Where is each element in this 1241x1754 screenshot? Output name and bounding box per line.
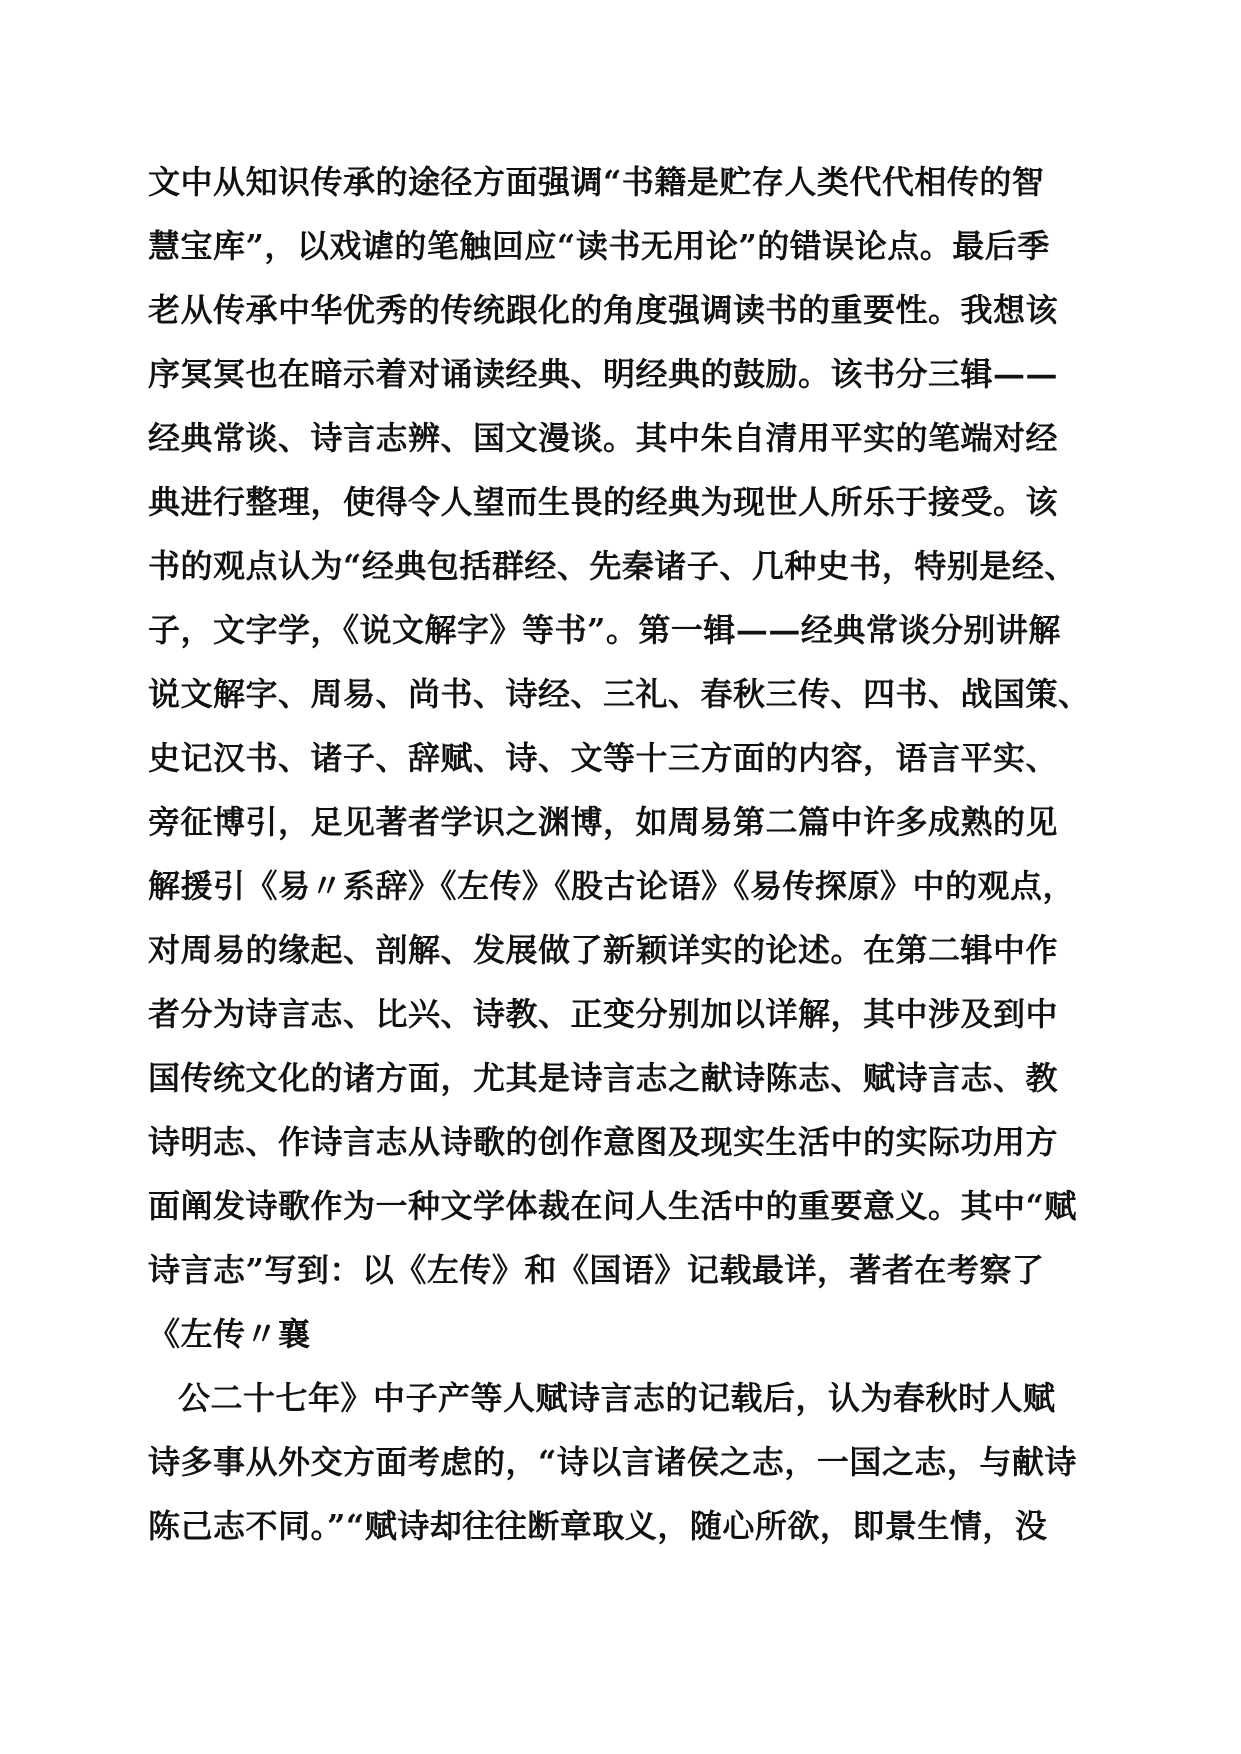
text-line-3: 老从传承中华优秀的传统跟化的角度强调读书的重要性。我想该: [148, 291, 1059, 329]
body-text: [148, 150, 1098, 1558]
text-line-22: 陈己志不同。”“赋诗却往往断章取义，随心所欲，即景生情，没: [148, 1507, 1048, 1545]
text-line-2: 慧宝库”，以戏谑的笔触回应“读书无用论”的错误论点。最后季: [148, 227, 1050, 265]
text-line-14: 者分为诗言志、比兴、诗教、正变分别加以详解，其中涉及到中: [148, 995, 1059, 1033]
text-line-16: 诗明志、作诗言志从诗歌的创作意图及现实生活中的实际功用方: [148, 1123, 1059, 1161]
text-line-17: 面阐发诗歌作为一种文学体裁在问人生活中的重要意义。其中“赋: [148, 1187, 1077, 1225]
text-line-12: 解援引《易〃系辞》《左传》《股古论语》《易传探原》中的观点，: [148, 867, 1076, 905]
text-line-20: 公二十七年》中子产等人赋诗言志的记载后，认为春秋时人赋: [178, 1379, 1056, 1417]
text-line-10: 史记汉书、诸子、辞赋、诗、文等十三方面的内容，语言平实、: [148, 739, 1059, 777]
text-line-13: 对周易的缘起、剖解、发展做了新颖详实的论述。在第二辑中作: [148, 931, 1059, 969]
text-line-6: 典进行整理，使得令人望而生畏的经典为现世人所乐于接受。该: [148, 483, 1059, 521]
text-line-5: 经典常谈、诗言志辨、国文漫谈。其中朱自清用平实的笔端对经: [148, 419, 1059, 457]
text-line-18: 诗言志”写到：以《左传》和《国语》记载最详，著者在考察了: [148, 1251, 1045, 1289]
text-line-21: 诗多事从外交方面考虑的，“诗以言诸侯之志，一国之志，与献诗: [148, 1443, 1077, 1481]
text-line-15: 国传统文化的诸方面，尤其是诗言志之献诗陈志、赋诗言志、教: [148, 1059, 1059, 1097]
text-line-7: 书的观点认为“经典包括群经、先秦诸子、几种史书，特别是经、: [148, 547, 1077, 585]
text-line-19: 《左传〃襄: [148, 1315, 311, 1353]
text-line-8: 子，文字学，《说文解字》等书”。第一辑——经典常谈分别讲解: [148, 611, 1061, 649]
text-line-4: 序冥冥也在暗示着对诵读经典、明经典的鼓励。该书分三辑——: [148, 355, 1059, 393]
text-line-9: 说文解字、周易、尚书、诗经、三礼、春秋三传、四书、战国策、: [148, 675, 1091, 713]
text-line-1: 文中从知识传承的途径方面强调“书籍是贮存人类代代相传的智: [148, 163, 1045, 201]
text-line-11: 旁征博引，足见著者学识之渊博，如周易第二篇中许多成熟的见: [148, 803, 1059, 841]
